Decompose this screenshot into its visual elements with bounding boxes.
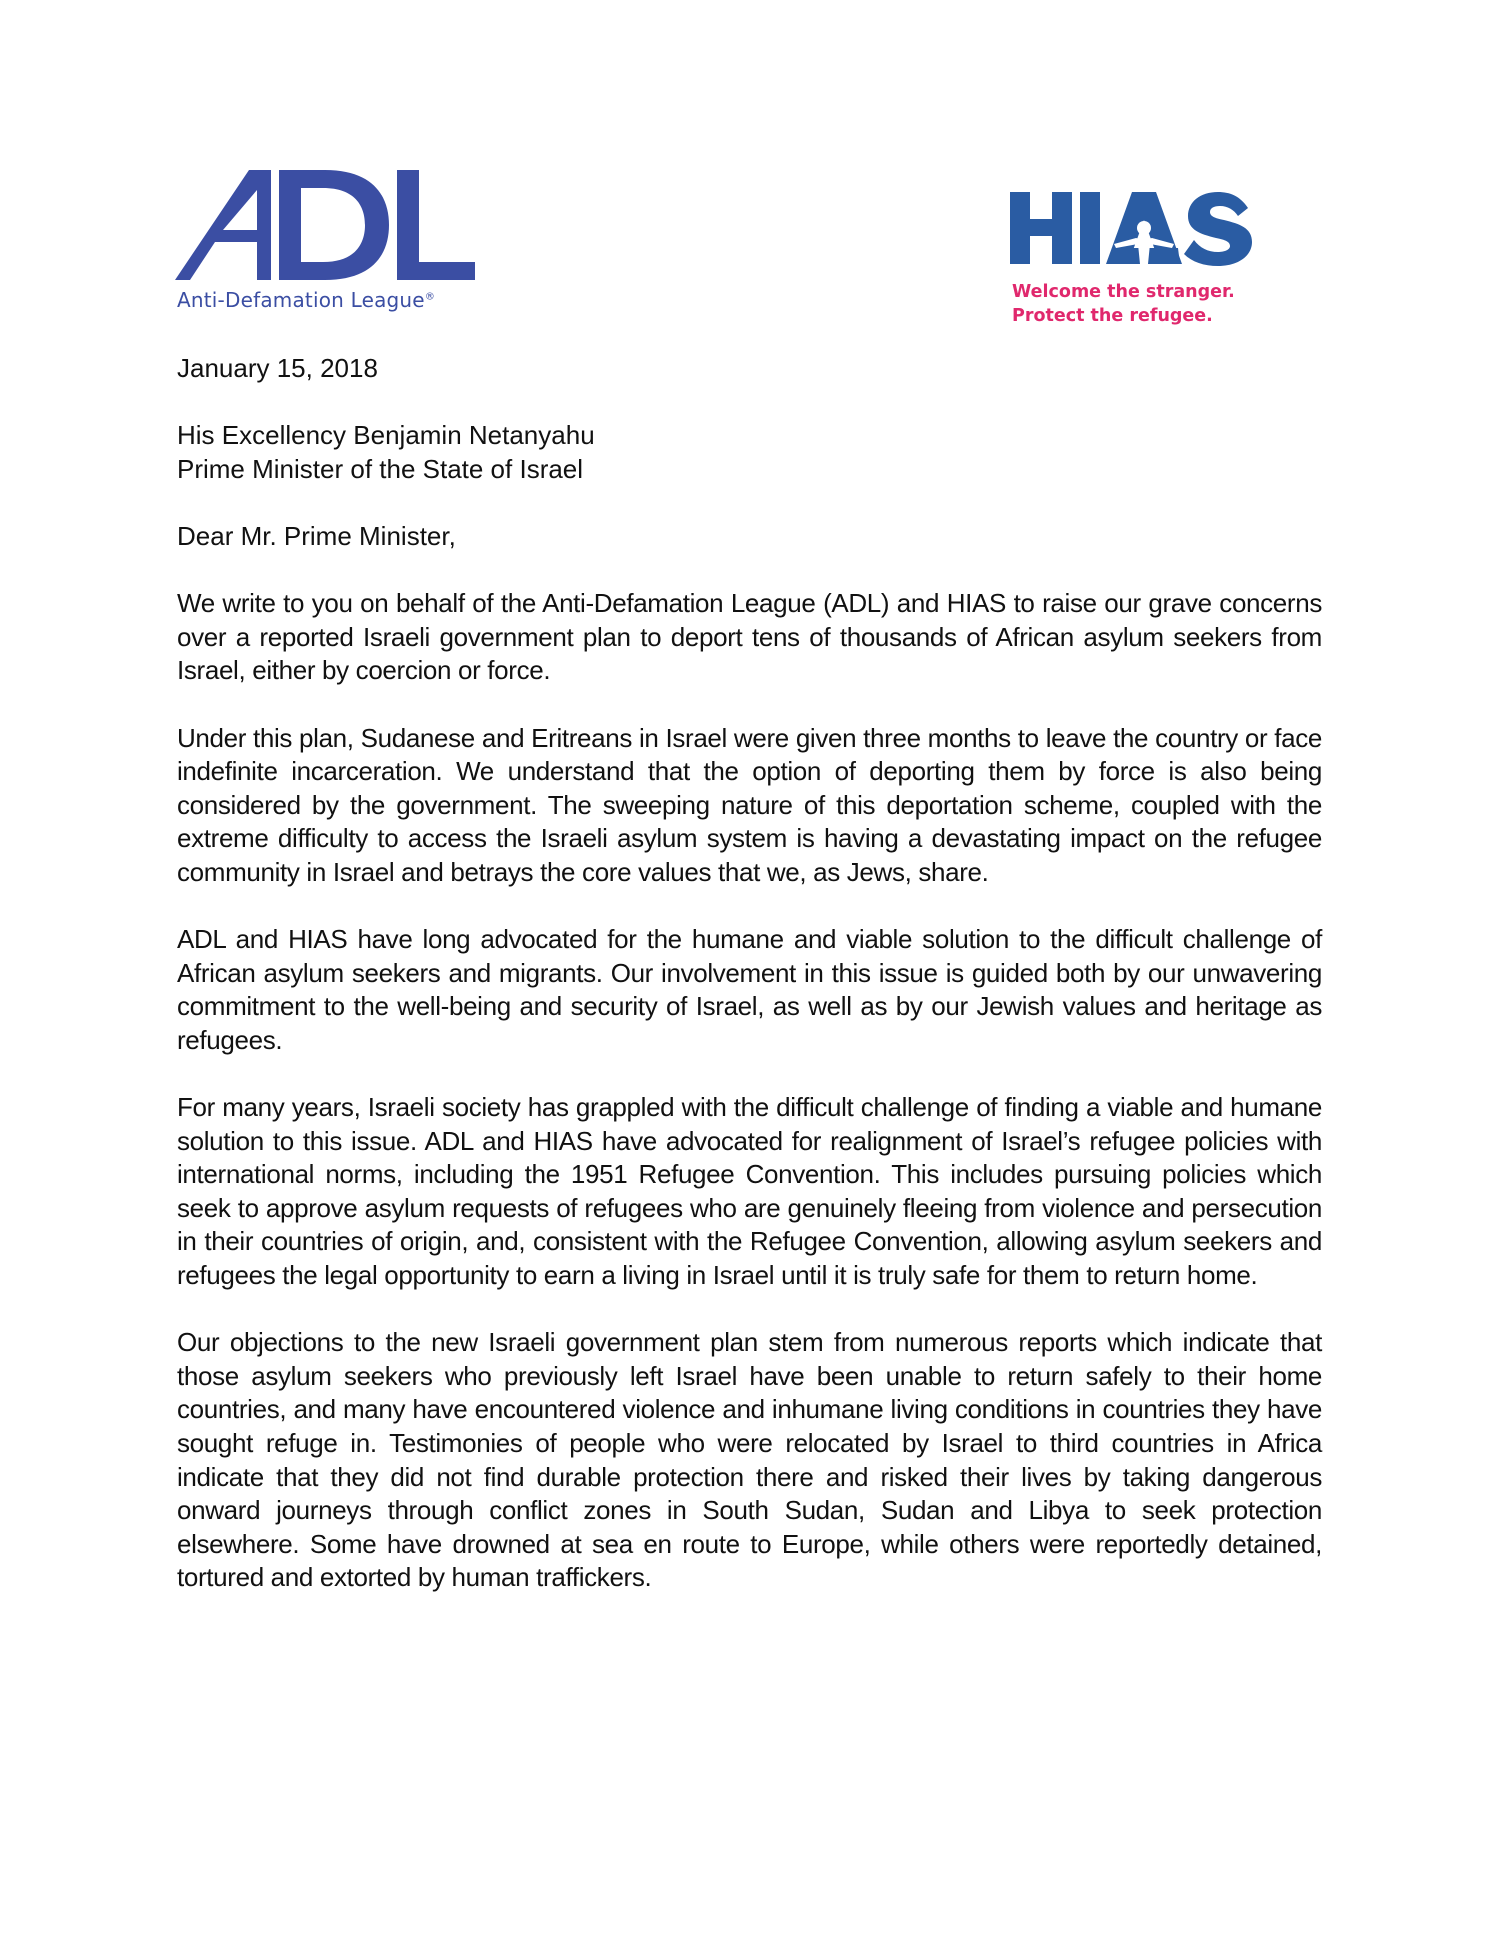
- paragraph-2: Under this plan, Sudanese and Eritreans in Israel were given three months to leave the country or face indefinite incarceration. We understand that the option of deporting them by force is also being considered by the government. The sweeping nature of this deportation scheme, coupled with the extreme difficulty to access the Israeli asylum system is having a devastating impact on the refugee community in Israel and betrays the core values that we, as Jews, share.: [177, 722, 1322, 887]
- paragraph-5: Our objections to the new Israeli government plan stem from numerous reports which indicate that those asylum seekers who previously left Israel have been unable to return safely to their home countries, and many have encountered violence and inhumane living conditions in countries they have sought refuge in. Testimonies of people who were relocated by Israel to third countries in Africa indicate that they did not find durable protection there and risked their lives by taking dangerous onward journeys through conflict zones in South Sudan, Sudan and Libya to seek protection elsewhere. Some have drowned at sea en route to Europe, while others were reportedly detained, tortured and extorted by human traffickers.: [177, 1327, 1322, 1593]
- recipient-address: [177, 419, 1322, 486]
- recipient-title: Prime Minister of the State of Israel: [177, 453, 584, 484]
- adl-wordmark-icon: [175, 170, 475, 282]
- letter-body: [177, 352, 1322, 1629]
- salutation: Dear Mr. Prime Minister,: [177, 520, 456, 551]
- adl-logo: [175, 170, 495, 330]
- hias-tagline-line2: Protect the refugee.: [1012, 306, 1213, 326]
- paragraph-4: For many years, Israeli society has grappled with the difficult challenge of finding a viable and humane solution to this issue. ADL and HIAS have advocated for realignment of Israel’s refugee policies with international norms, including the 1951 Refugee Convention. This includes pursuing policies which seek to approve asylum requests of refugees who are genuinely fleeing from violence and persecution in their countries of origin, and, consistent with the Refugee Convention, allowing asylum seekers and refugees the legal opportunity to earn a living in Israel until it is truly safe for them to return home.: [177, 1092, 1322, 1291]
- letter-date: January 15, 2018: [177, 353, 378, 383]
- paragraph-3: ADL and HIAS have long advocated for the humane and viable solution to the difficult challenge of African asylum seekers and migrants. Our involvement in this issue is guided both by our unwavering commitment to the well-being and security of Israel, as well as by our Jewish values and heritage as refugees.: [177, 924, 1322, 1055]
- hias-logo: [1010, 190, 1280, 340]
- paragraph-1: We write to you on behalf of the Anti-Defamation League (ADL) and HIAS to raise our grave concerns over a reported Israeli government plan to deport tens of thousands of African asylum seekers from Israel, either by coercion or force.: [177, 588, 1322, 686]
- hias-tagline: [1012, 280, 1235, 328]
- hias-wordmark-icon: [1010, 190, 1260, 266]
- hias-tagline-line1: Welcome the stranger.: [1012, 282, 1235, 302]
- recipient-name: His Excellency Benjamin Netanyahu: [177, 420, 595, 451]
- adl-tagline: Anti-Defamation League®: [177, 288, 436, 312]
